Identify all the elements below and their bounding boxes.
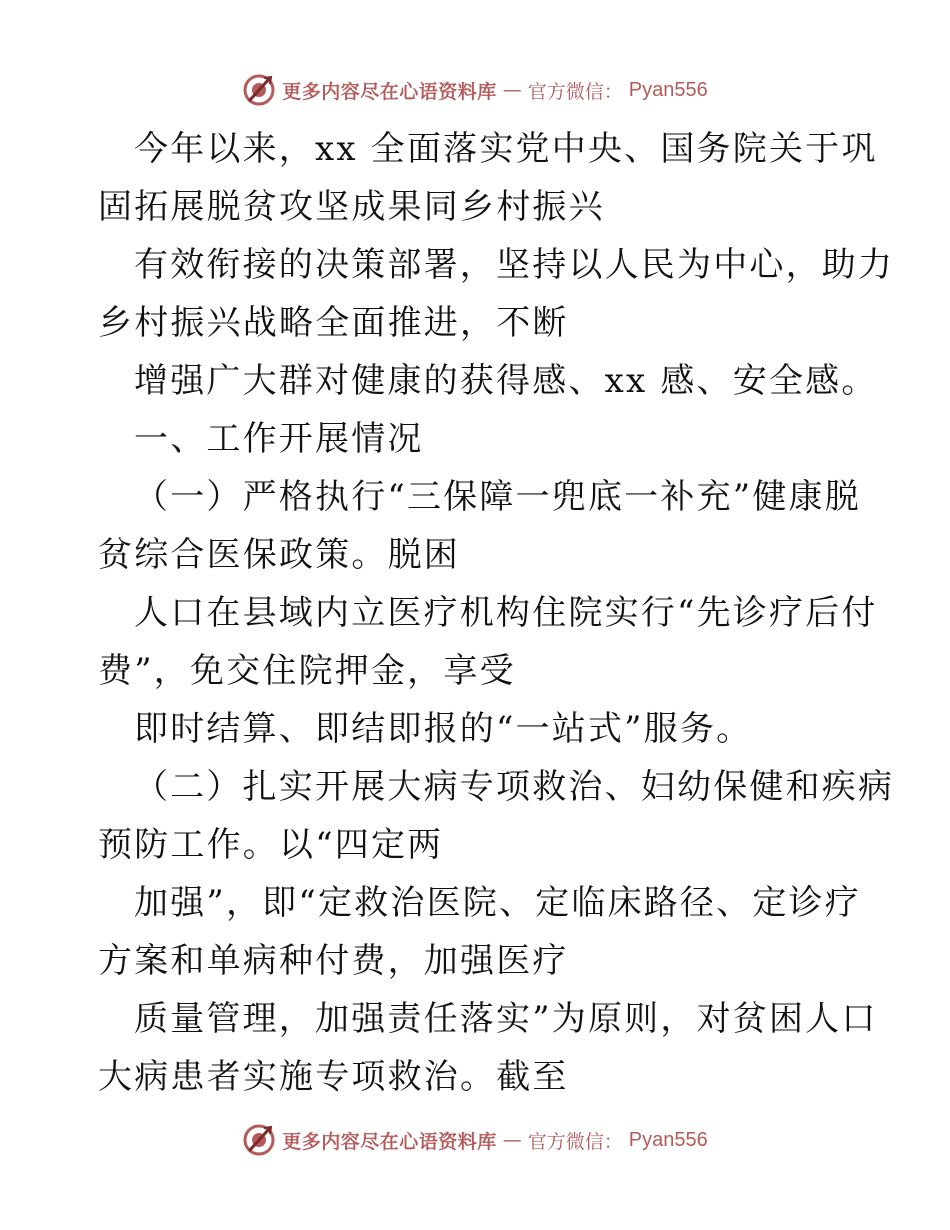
text-line: 预防工作。以“四定两 xyxy=(98,825,444,865)
document-body xyxy=(98,120,895,1106)
watermark-text: 更多内容尽在心语资料库 xyxy=(282,1130,497,1153)
text-line: 乡村振兴战略全面推进，不断 xyxy=(98,303,569,343)
text-line: 贫综合医保政策。脱困 xyxy=(98,535,460,575)
text-line: 有效衔接的决策部署，坚持以人民为中心，助力 xyxy=(134,245,895,285)
text-line: （一）严格执行“三保障一兜底一补充”健康脱 xyxy=(134,477,861,517)
watermark-wechat-id: Pyan556 xyxy=(628,1128,708,1151)
watermark-separator: — xyxy=(502,79,522,101)
text-line: 加强”，即“定救治医院、定临床路径、定诊疗 xyxy=(134,883,861,923)
watermark-label: 官方微信： xyxy=(527,80,623,103)
brand-logo-icon xyxy=(242,1123,276,1157)
text-line: 增强广大群对健康的获得感、xx 感、安全感。 xyxy=(134,361,878,401)
text-line: （二）扎实开展大病专项救治、妇幼保健和疾病 xyxy=(134,767,895,807)
text-line: 方案和单病种付费，加强医疗 xyxy=(98,941,569,981)
watermark-banner-top xyxy=(0,72,950,108)
watermark-text: 更多内容尽在心语资料库 xyxy=(282,80,497,103)
watermark-separator: — xyxy=(502,1129,522,1151)
brand-logo-icon xyxy=(242,73,276,107)
text-line: 大病患者实施专项救治。截至 xyxy=(98,1057,569,1097)
text-line: 一、工作开展情况 xyxy=(134,419,424,459)
watermark-label: 官方微信： xyxy=(527,1130,623,1153)
text-line: 费”，免交住院押金，享受 xyxy=(98,651,516,691)
text-line: 即时结算、即结即报的“一站式”服务。 xyxy=(134,709,753,749)
watermark-banner-bottom xyxy=(0,1122,950,1158)
text-line: 固拓展脱贫攻坚成果同乡村振兴 xyxy=(98,187,605,227)
text-line: 质量管理，加强责任落实”为原则，对贫困人口 xyxy=(134,999,878,1039)
text-line: 今年以来，xx 全面落实党中央、国务院关于巩 xyxy=(134,129,878,169)
watermark-wechat-id: Pyan556 xyxy=(628,78,708,101)
text-line: 人口在县域内立医疗机构住院实行“先诊疗后付 xyxy=(134,593,878,633)
